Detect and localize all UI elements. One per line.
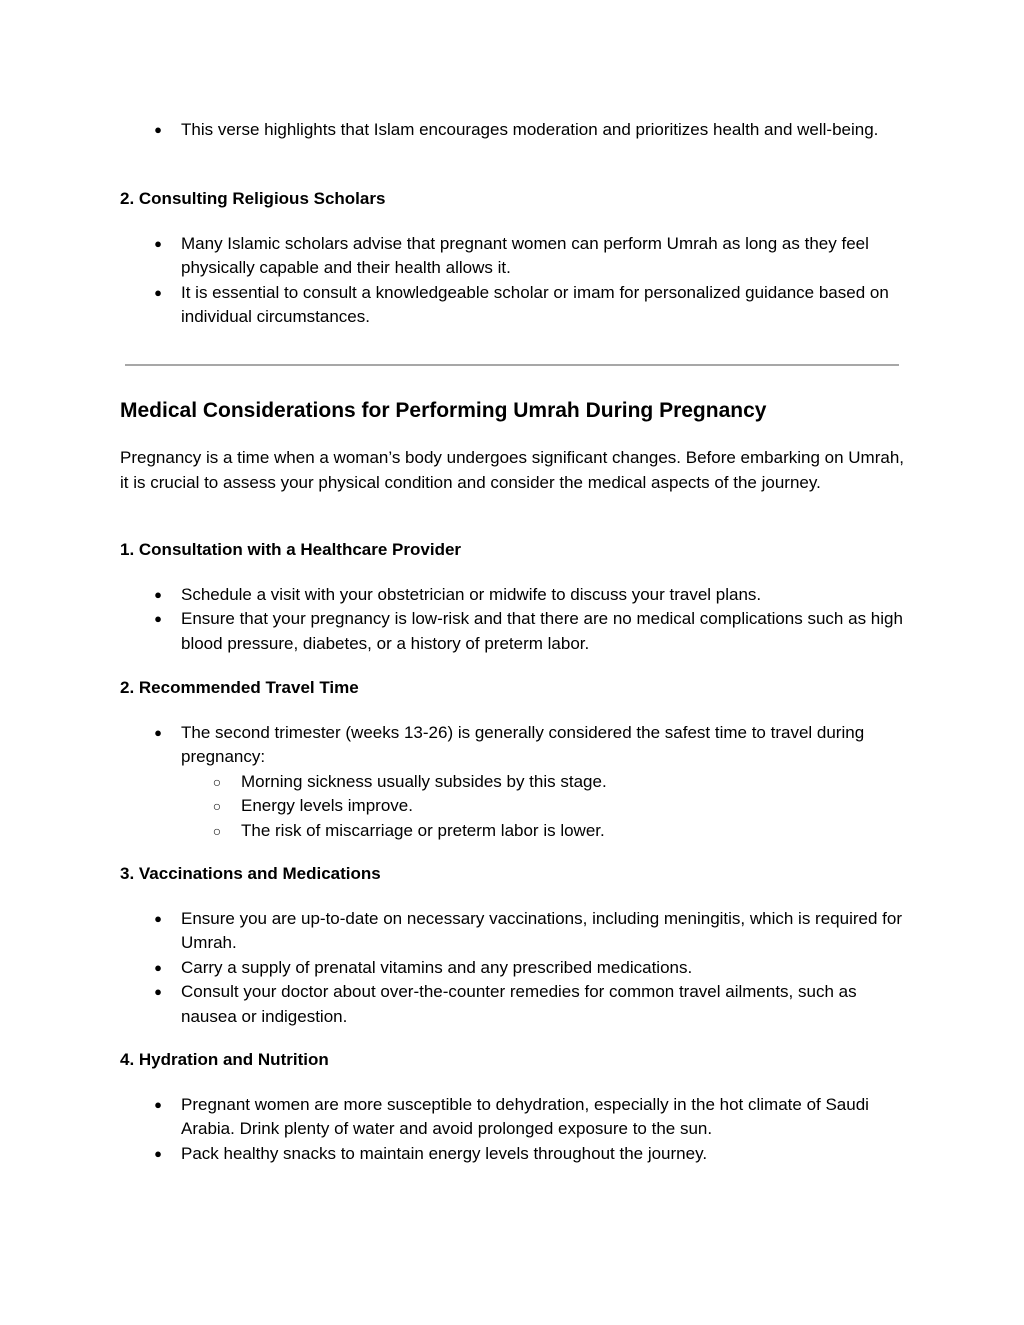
section-heading: 1. Consultation with a Healthcare Provider — [120, 540, 462, 559]
medical-section-header — [120, 397, 910, 425]
bullet-list — [120, 583, 910, 657]
intro-paragraph: Pregnancy is a time when a woman’s body undergoes significant changes. Before embarking on Umrah, it is crucial to assess your physical condition and consider the medical aspects of the journey. — [120, 448, 905, 492]
bullet-icon: ● — [154, 1096, 162, 1112]
sub-list-item — [181, 770, 910, 795]
list-item — [120, 1093, 910, 1142]
list-item-text: Many Islamic scholars advise that pregnant women can perform Umrah as long as they feel physically capable and their health allows it. — [181, 233, 869, 277]
bullet-icon: ● — [154, 284, 162, 300]
list-item — [120, 907, 910, 956]
section-vaccinations — [120, 862, 910, 1029]
section-heading: 2. Consulting Religious Scholars — [120, 189, 386, 208]
section-heading: 2. Recommended Travel Time — [120, 678, 359, 697]
section-heading: 3. Vaccinations and Medications — [120, 864, 381, 883]
bullet-icon: ● — [154, 724, 162, 740]
medical-intro — [120, 446, 910, 495]
list-item — [120, 118, 910, 143]
bullet-icon: ● — [154, 611, 162, 626]
list-item-text: The second trimester (weeks 13-26) is generally considered the safest time to travel during pregnancy: — [181, 722, 865, 766]
list-item — [120, 607, 910, 656]
bullet-list — [120, 721, 910, 844]
list-item — [120, 980, 910, 1029]
list-item-text: Ensure you are up-to-date on necessary vaccinations, including meningitis, which is required for Umrah. — [181, 908, 902, 952]
intro-section — [120, 118, 910, 143]
list-item — [120, 721, 910, 844]
section-travel-time — [120, 676, 910, 843]
bullet-icon: ● — [154, 586, 162, 602]
list-item-text: Schedule a visit with your obstetrician or midwife to discuss your travel plans. — [181, 584, 762, 604]
list-item-text: Ensure that your pregnancy is low-risk and that there are no medical complications such as high blood pressure, diabetes, or a history of preterm labor. — [181, 609, 903, 653]
sub-bullet-list — [181, 770, 910, 844]
bullet-icon: ● — [154, 984, 162, 999]
sub-list-item-text: Energy levels improve. — [241, 796, 413, 815]
list-item — [120, 583, 910, 608]
bullet-icon: ● — [154, 910, 162, 926]
list-item-text: Pack healthy snacks to maintain energy levels throughout the journey. — [181, 1143, 708, 1163]
section-hydration — [120, 1048, 910, 1166]
section-consulting-scholars — [120, 187, 910, 330]
circle-bullet-icon: ○ — [212, 822, 222, 839]
list-item-text: It is essential to consult a knowledgeable scholar or imam for personalized guidance based on individual circumstances. — [181, 282, 889, 326]
section-title: Medical Considerations for Performing Umrah During Pregnancy — [120, 399, 767, 422]
bullet-icon: ● — [154, 122, 162, 137]
list-item-text: Consult your doctor about over-the-counter remedies for common travel ailments, such as nausea or indigestion. — [181, 982, 857, 1026]
bullet-icon: ● — [154, 959, 162, 975]
sub-list-item — [181, 794, 910, 819]
bullet-icon: ● — [154, 235, 162, 251]
sub-list-item-text: The risk of miscarriage or preterm labor is lower. — [241, 820, 605, 840]
list-item-text: This verse highlights that Islam encourages moderation and prioritizes health and well-being. — [181, 120, 879, 139]
list-item — [120, 232, 910, 281]
sub-list-item — [181, 819, 910, 844]
list-item — [120, 1142, 910, 1167]
sub-list-item-text: Morning sickness usually subsides by this stage. — [241, 771, 607, 791]
intro-bullet-list — [120, 118, 910, 143]
circle-bullet-icon: ○ — [212, 773, 222, 790]
bullet-list — [120, 232, 910, 330]
bullet-icon: ● — [154, 1145, 162, 1161]
bullet-list — [120, 1093, 910, 1167]
list-item-text: Carry a supply of prenatal vitamins and any prescribed medications. — [181, 957, 693, 977]
circle-bullet-icon: ○ — [212, 798, 222, 814]
section-healthcare-provider — [120, 538, 910, 656]
section-heading: 4. Hydration and Nutrition — [120, 1050, 329, 1069]
list-item — [120, 956, 910, 981]
list-item-text: Pregnant women are more susceptible to dehydration, especially in the hot climate of Saudi Arabia. Drink plenty of water and avoid prolonged exposure to the sun. — [181, 1094, 869, 1138]
horizontal-rule — [125, 364, 899, 366]
list-item — [120, 281, 910, 330]
bullet-list — [120, 907, 910, 1030]
